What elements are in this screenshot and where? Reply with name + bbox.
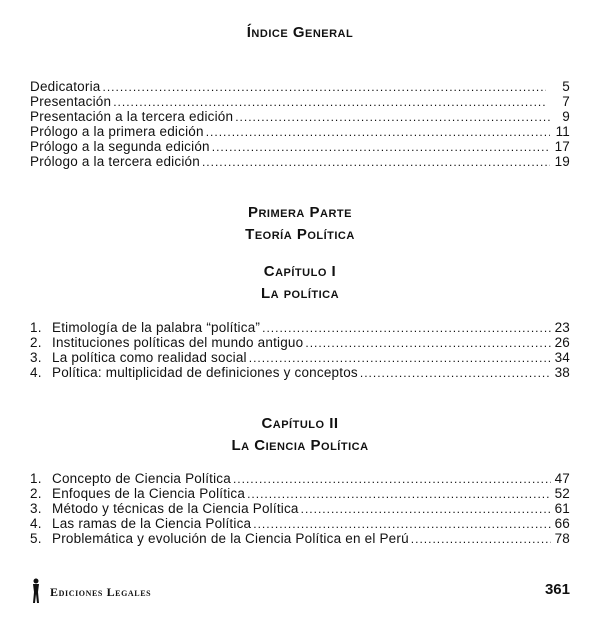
chapter-title: La Ciencia Política xyxy=(231,437,369,454)
chapter-title: La política xyxy=(260,285,340,302)
toc-entry[interactable]: 2. Enfoques de la Ciencia Política ..... 52 xyxy=(30,486,570,501)
chapter-label: Capítulo II xyxy=(261,415,339,432)
toc-entry[interactable]: 4. Las ramas de la Ciencia Política ..... 66 xyxy=(30,516,570,531)
front-matter-list xyxy=(30,79,570,169)
toc-entry[interactable]: 3. Método y técnicas de la Ciencia Política ..... 61 xyxy=(30,501,570,516)
toc-entry[interactable]: Prólogo a la segunda edición ..... 17 xyxy=(30,139,570,154)
toc-entry[interactable]: 3. La política como realidad social ..... 34 xyxy=(30,350,570,365)
page-number: 361 xyxy=(544,581,570,598)
chapter-label: Capítulo I xyxy=(263,263,337,280)
toc-entry[interactable]: Dedicatoria ..... 5 xyxy=(30,79,570,94)
toc-entry[interactable]: 4. Política: multiplicidad de definiciones y conceptos ..... 38 xyxy=(30,365,570,380)
toc-entry[interactable]: Prólogo a la primera edición ..... 11 xyxy=(30,124,570,139)
toc-entry[interactable]: Prólogo a la tercera edición ..... 19 xyxy=(30,154,570,169)
toc-entry[interactable]: Presentación ..... 7 xyxy=(30,94,570,109)
toc-entry[interactable]: Presentación a la tercera edición ..... 9 xyxy=(30,109,570,124)
publisher-name: Ediciones Legales xyxy=(50,585,152,599)
chapter-2-list xyxy=(30,471,570,546)
chapter-1-list xyxy=(30,320,570,380)
toc-entry[interactable]: 1. Concepto de Ciencia Política ..... 47 xyxy=(30,471,570,486)
toc-entry[interactable]: 1. Etimología de la palabra “política” ..... 23 xyxy=(30,320,570,335)
part-subtitle: Teoría Política xyxy=(245,226,355,243)
figure-logo-icon xyxy=(30,578,42,604)
toc-entry[interactable]: 5. Problemática y evolución de la Ciencia Política en el Perú ..... 78 xyxy=(30,531,570,546)
index-title: Índice General xyxy=(246,24,354,41)
toc-entry[interactable]: 2. Instituciones políticas del mundo antiguo ..... 26 xyxy=(30,335,570,350)
part-title: Primera Parte xyxy=(247,204,352,221)
